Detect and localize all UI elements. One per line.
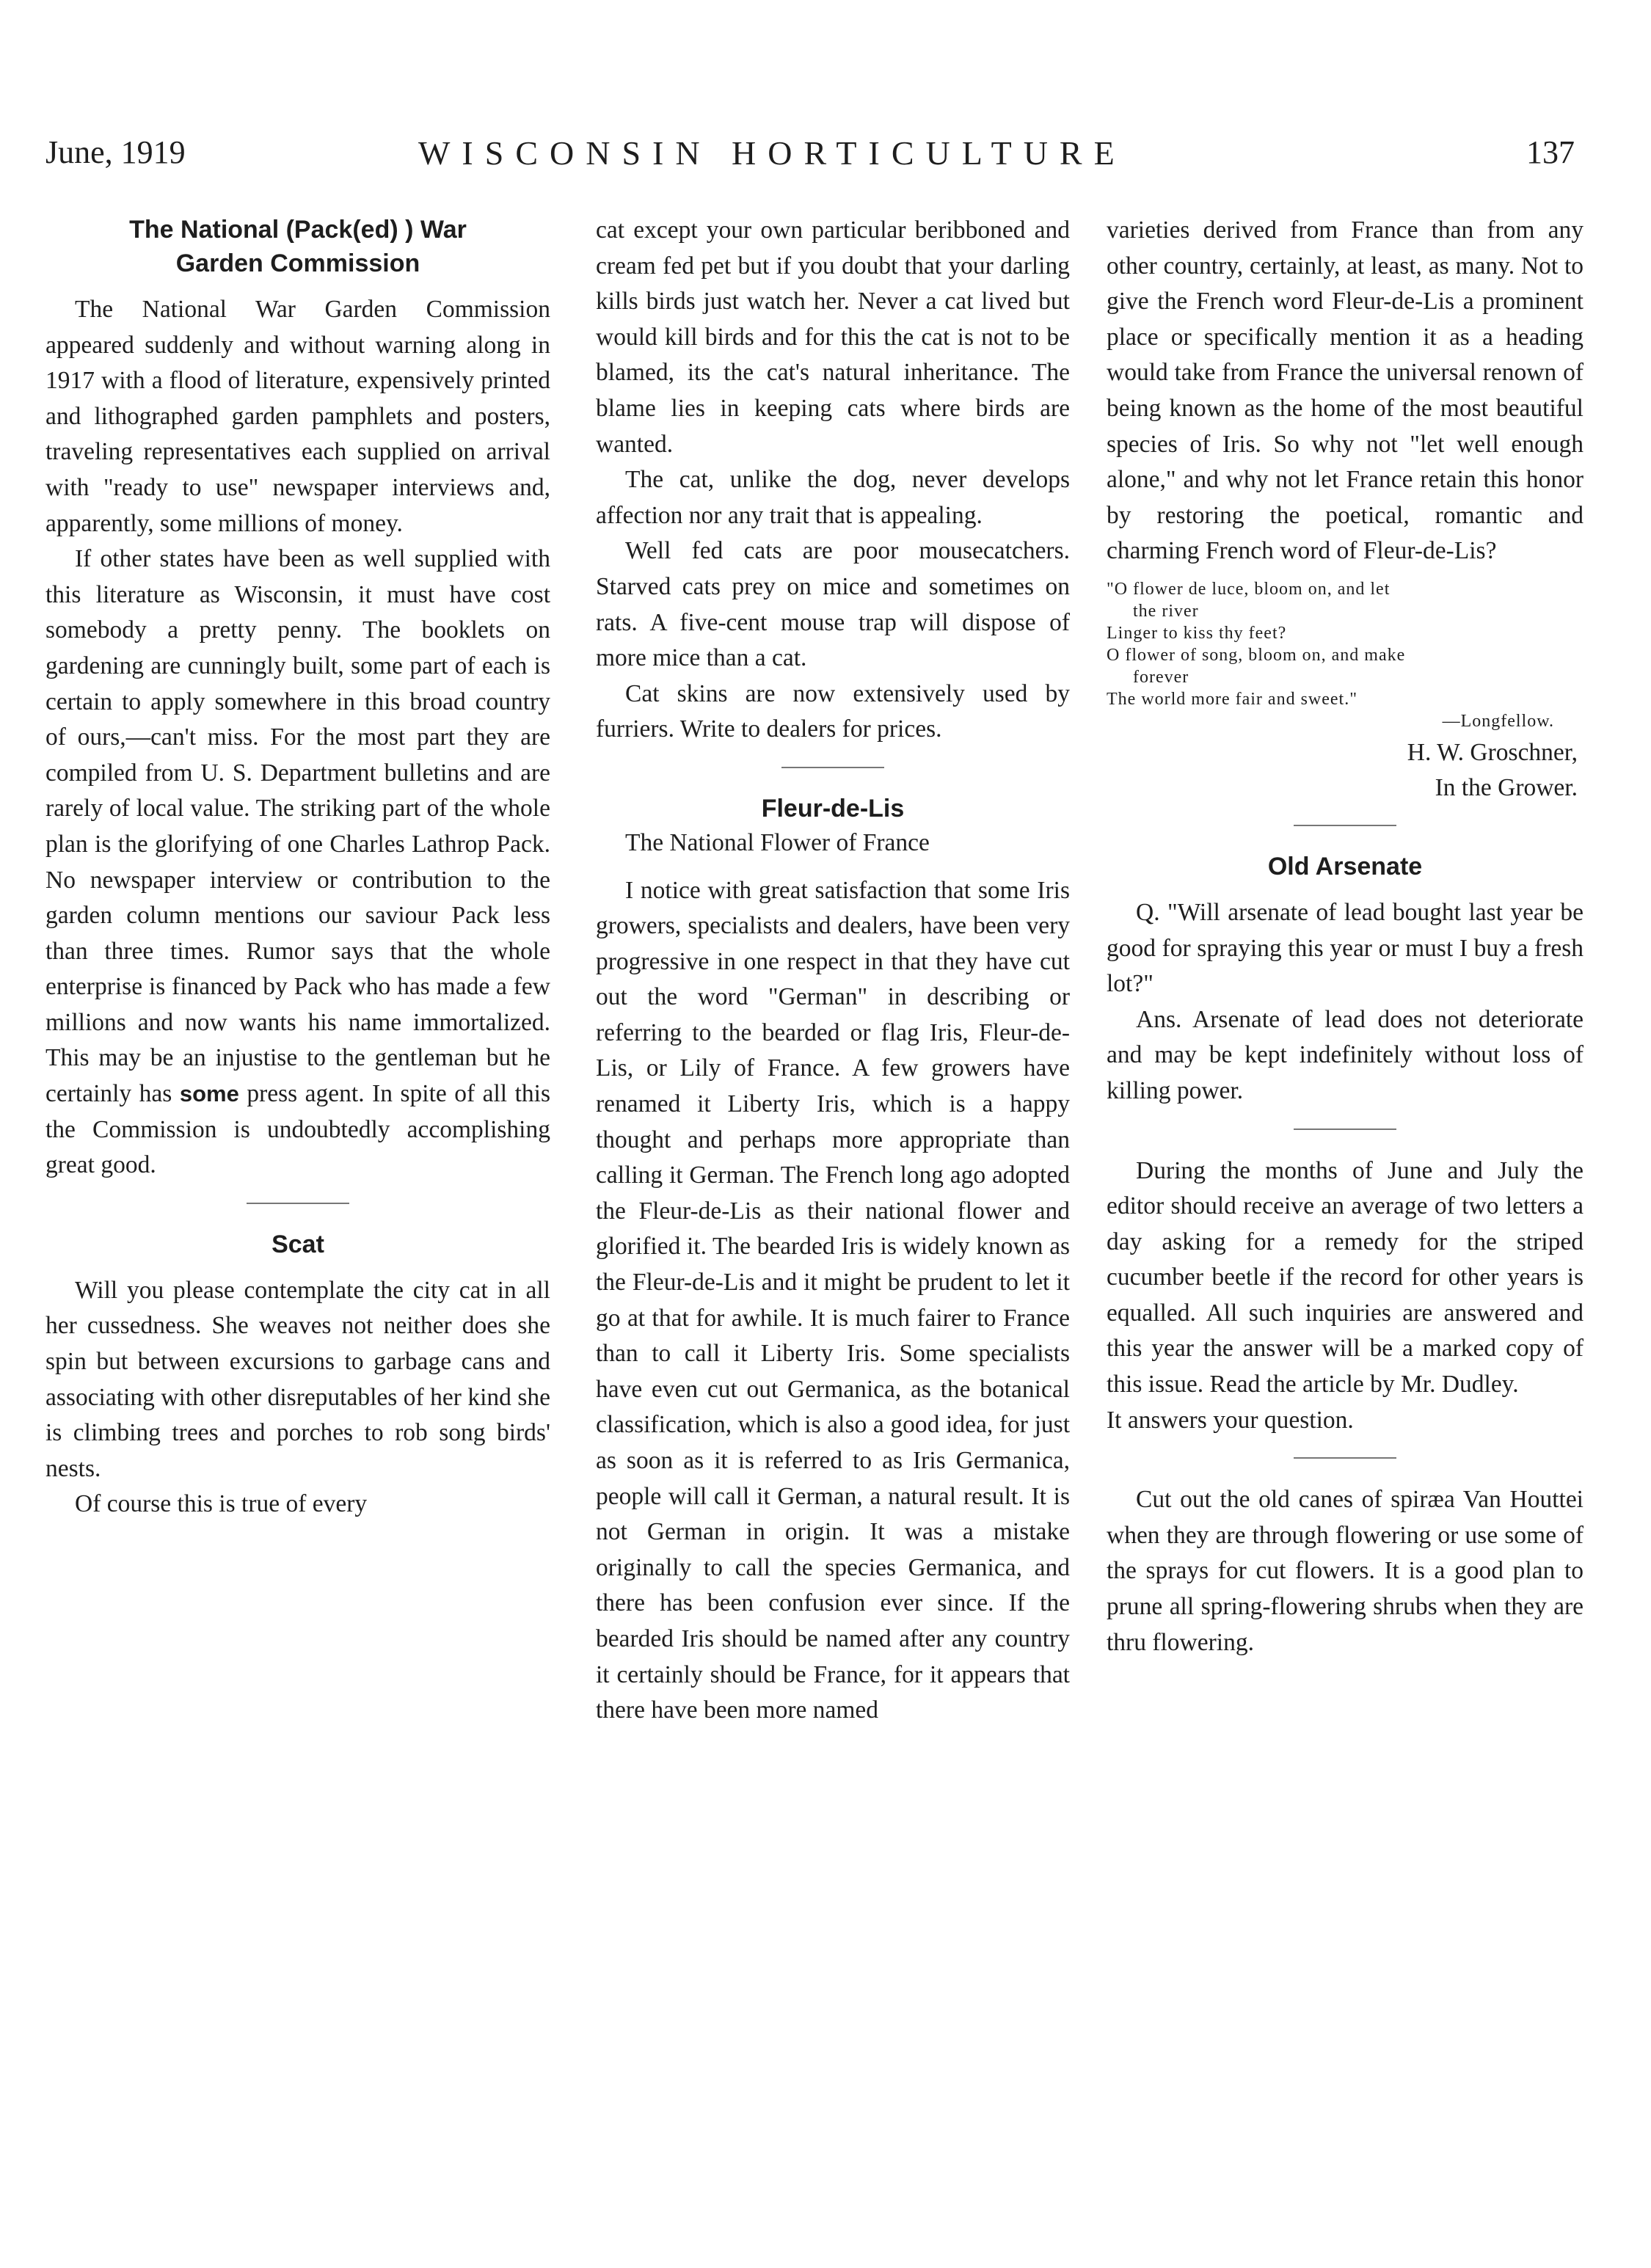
section-divider [1294,825,1396,826]
heading-line-2: Garden Commission [175,249,420,277]
heading-line-1: The National (Pack(ed) ) War [129,216,467,244]
article-heading-old-arsenate: Old Arsenate [1267,852,1423,880]
paragraph-text: press agent. In spite of all this the Commission is undoubtedly accomplishing great good. [45,1080,551,1179]
paragraph: It answers your question. [1107,1406,1354,1434]
author-name: H. W. Groschner, [1407,738,1578,766]
spacer [45,280,550,292]
bold-word: some [179,1081,239,1107]
section-divider [247,1203,349,1204]
paragraph: The cat, unlike the dog, never develops affection nor any trait that is appealing. [596,466,1070,529]
paragraph: The National War Garden Commission appeared suddenly and without warning along in 1917 with a flood of literature, expensively printed and lithographed garden pamphlets and posters, traveling representatives each supplied on arrival with "ready to use" newspaper interviews and, apparently, some millions of money. [45,296,550,537]
spacer [596,861,1070,873]
article-heading-fleur-de-lis: Fleur-de-Lis [761,794,905,823]
paragraph [45,542,550,1184]
poem-line: The world more fair and sweet." [1107,689,1358,709]
source-name: In the Grower. [1435,773,1578,801]
article-heading-war-garden [45,213,550,280]
poem-line: "O flower de luce, bloom on, and let [1107,579,1391,599]
spacer [45,1261,550,1273]
paragraph-question: Q. "Will arsenate of lead bought last year be good for spraying this year or must I buy a fresh lot?" [1107,898,1583,998]
article-subtitle: The National Flower of France [625,828,930,856]
paragraph-continued: cat except your own particular beribboned and cream fed pet but if you doubt that your darling kills birds just watch her. Never a cat lived but would kill birds and for this the cat is not to be blamed, its the cat's natural inheritance. The blame lies in keeping cats where birds are wanted. [596,216,1070,458]
poem-quote [1107,578,1583,732]
paragraph: Cat skins are now extensively used by furriers. Write to dealers for prices. [596,679,1070,743]
publication-title: WISCONSIN HORTICULTURE [418,134,1126,172]
paragraph: Will you please contemplate the city cat in all her cussedness. She weaves not neither does she spin but between excursions to garbage cans and associating with other disreputables of her kind she is climbing trees and porches to rob song birds' nests. [45,1276,550,1482]
section-divider [781,767,884,768]
poem-line: O flower of song, bloom on, and make [1107,645,1406,665]
page-number: 137 [1526,134,1575,170]
paragraph: During the months of June and July the editor should receive an average of two letters a day asking for a remedy for the striped cucumber beetle if the record for other years is equalled. All such inquiries are answered and this year the answer will be a marked copy of this issue. Read the article by Mr. Dudley. [1107,1156,1583,1399]
poem-line: the river [1133,601,1199,621]
signature-block [1107,735,1583,806]
column-right [1107,213,1583,1660]
poem-line: forever [1133,667,1189,687]
section-divider [1294,1128,1396,1130]
paragraph: Cut out the old canes of spiræa Van Houttei when they are through flowering or use some of the sprays for cut flowers. It is a good plan to prune all spring-flowering shrubs when they are thru flowering. [1107,1486,1583,1656]
column-left [45,213,550,1523]
poem-line: Linger to kiss thy feet? [1107,623,1287,643]
paragraph: Well fed cats are poor mousecatchers. Starved cats prey on mice and sometimes on rats. A five-cent mouse trap will dispose of more mice than a cat. [596,537,1070,672]
paragraph: I notice with great satisfaction that some Iris growers, specialists and dealers, have been very progressive in one respect in that they have cut out the word "German" in describing or referring to the bearded or flag Iris, Fleur-de-Lis, or Lily of France. A few growers have renamed it Liberty Iris, which is a happy thought and perhaps more appropriate than calling it German. The French long ago adopted the Fleur-de-Lis as their national flower and glorified it. The bearded Iris is widely known as the Fleur-de-Lis and it might be prudent to let it go at that for awhile. It is much fairer to France than to call it Liberty Iris. Some specialists have even cut out Germanica, as the botanical classification, which is also a good idea, for just as soon as it is referred to as Iris Germanica, people will call it German, a natural result. It is not German in origin. It was a mistake originally to call the species Germanica, and there has been confusion ever since. If the bearded Iris should be named after any country it certainly should be France, for it appears that there have been more named [596,876,1070,1724]
poem-attribution: —Longfellow. [1442,711,1554,731]
article-heading-scat: Scat [271,1230,324,1258]
paragraph-text: If other states have been as well supplied with this literature as Wisconsin, it must have cost somebody a pretty penny. The booklets on gardening are cunningly built, some part of each is certain to apply somewhere in this broad country of ours,—can't miss. For the most part they are compiled from U. S. Department bulletins and are rarely of local value. The striking part of the whole plan is the glorifying of one Charles Lathrop Pack. No newspaper interview or contribution to the garden column mentions our saviour Pack less than three times. Rumor says that the whole enterprise is financed by Pack who has made a few millions and now wants his name immortalized. This may be an injustise to the gentleman but he certainly has [45,545,550,1108]
issue-date: June, 1919 [45,134,186,170]
column-middle [596,213,1070,1729]
paragraph-answer: Ans. Arsenate of lead does not deteriorate and may be kept indefinitely without loss of killing power. [1107,1005,1583,1104]
paragraph: Of course this is true of every [75,1490,368,1518]
section-divider [1294,1457,1396,1459]
paragraph-continued: varieties derived from France than from any other country, certainly, at least, as many. Not to give the French word Fleur-de-Lis a prominent place or specifically mention it as a heading would take from France the universal renown of being known as the home of the most beautiful species of Iris. So why not "let well enough alone," and why not let France retain this honor by restoring the poetical, romantic and charming French word of Fleur-de-Lis? [1107,216,1583,565]
spacer [1107,883,1583,895]
